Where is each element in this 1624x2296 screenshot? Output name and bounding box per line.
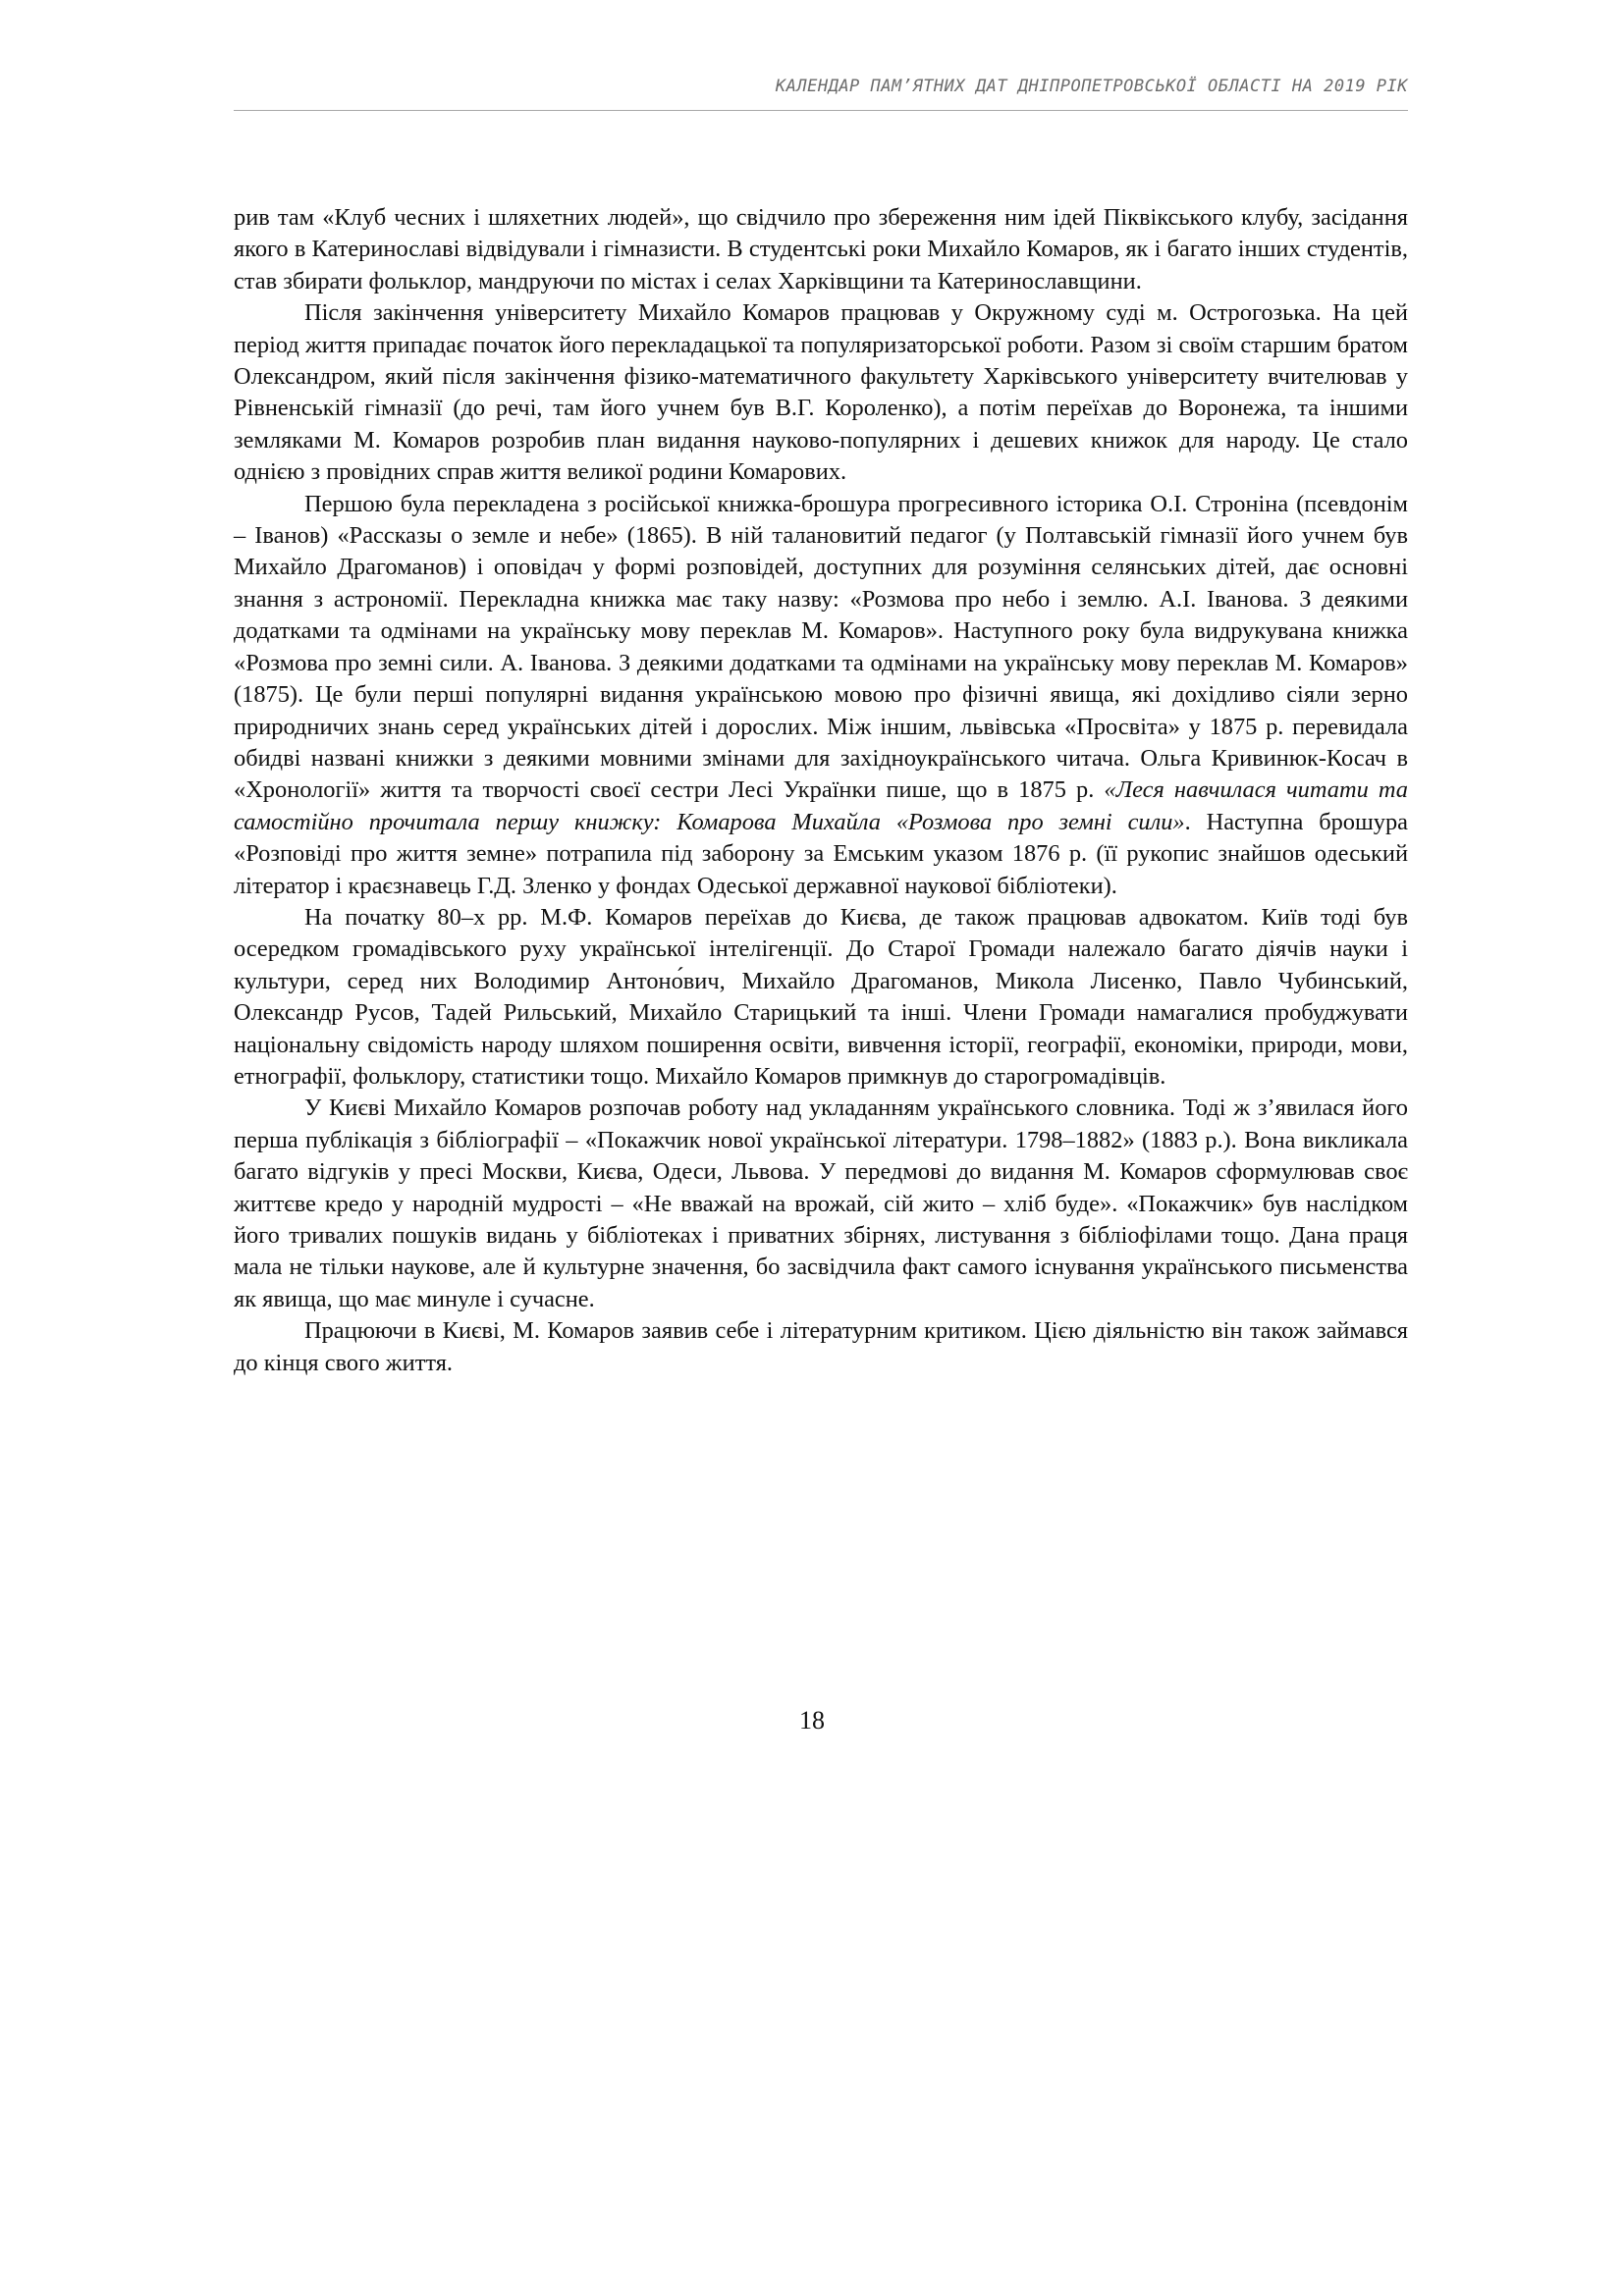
paragraph-2: Після закінчення університету Михайло Комаров працював у Окружному суді м. Острогозька. На цей період життя припадає початок його перекладацької та популяризаторської роботи. Разом зі своїм старшим братом Олександром, який після закінчення фізико-математичного факультету Харківського університету вчителював у Рівненській гімназії (до речі, там його учнем був В.Г. Короленко), а потім переїхав до Воронежа, та іншими земляками М. Комаров розробив план видання науково-популярних і дешевих книжок для народу. Це стало однією з провідних справ життя великої родини Комарових. bbox=[234, 299, 1408, 486]
paragraph-3-text-end: . Наступна брошура «Розповіді про життя земне» потрапила під заборону за Емським указом 1876 р. (її рукопис знайшов одеський літератор і краєзнавець Г.Д. Зленко у фондах Одеської державної наукової бібліотеки). bbox=[234, 808, 1408, 899]
header-divider bbox=[234, 110, 1408, 111]
body-text bbox=[234, 202, 1408, 1379]
paragraph-3 bbox=[234, 489, 1408, 902]
paragraph-3-italic-quote: «Леся навчилася читати та самостійно прочитала першу книжку: Комарова Михайла «Розмова про земні сили» bbox=[234, 776, 1408, 835]
running-header: КАЛЕНДАР ПАМ’ЯТНИХ ДАТ ДНІПРОПЕТРОВСЬКОЇ ОБЛАСТІ НА 2019 РІК bbox=[775, 77, 1408, 96]
paragraph-5: У Києві Михайло Комаров розпочав роботу над укладанням українського словника. Тоді ж з’явилася його перша публікація з бібліографії – «Покажчик нової української літератури. 1798–1882» (1883 р.). Вона викликала багато відгуків у пресі Москви, Києва, Одеси, Львова. У передмові до видання М. Комаров сформулював своє життєве кредо у народній мудрості – «Не вважай на врожай, сій жито – хліб буде». «Покажчик» був наслідком його тривалих пошуків видань у бібліотеках і приватних збірнях, листування з бібліофілами тощо. Дана праця мала не тільки наукове, але й культурне значення, бо засвідчила факт самого існування українського письменства як явища, що має минуле і сучасне. bbox=[234, 1095, 1408, 1312]
page-number: 18 bbox=[799, 1706, 825, 1735]
paragraph-6: Працюючи в Києві, М. Комаров заявив себе і літературним критиком. Цією діяльністю він також займався до кінця свого життя. bbox=[234, 1317, 1408, 1376]
paragraph-4: На початку 80–х рр. М.Ф. Комаров переїхав до Києва, де також працював адвокатом. Київ тоді був осередком громадівського руху української інтелігенції. До Старої Громади належало багато діячів науки і культури, серед них Володимир Антоно́вич, Михайло Драгоманов, Микола Лисенко, Павло Чубинський, Олександр Русов, Тадей Рильський, Михайло Старицький та інші. Члени Громади намагалися пробуджувати національну свідомість народу шляхом поширення освіти, вивчення історії, географії, економіки, природи, мови, етнографії, фольклору, статистики тощо. Михайло Комаров примкнув до старогромадівців. bbox=[234, 903, 1408, 1090]
paragraph-3-text-start: Першою була перекладена з російської книжка-брошура прогресивного історика О.І. Строніна (псевдонім – Іванов) «Рассказы о земле и небе» (1865). В ній талановитий педагог (у Полтавській гімназії його учнем був Михайло Драгоманов) і оповідач у формі розповідей, доступних для розуміння селянських дітей, дає основні знання з астрономії. Перекладна книжка має таку назву: «Розмова про небо і землю. А.І. Іванова. З деякими додатками та одмінами на українську мову переклав М. Комаров». Наступного року була видрукувана книжка «Розмова про земні сили. А. Іванова. З деякими додатками та одмінами на українську мову переклав М. Комаров» (1875). Це були перші популярні видання українською мовою про фізичні явища, які дохідливо сіяли зерно природничих знань серед українських дітей і дорослих. Між іншим, львівська «Просвіта» у 1875 р. перевидала обидві названі книжки з деякими мовними змінами для західноукраїнського читача. Ольга Кривинюк-Косач в «Хронології» життя та творчості своєї сестри Лесі Українки пише, що в 1875 р. bbox=[234, 490, 1408, 804]
paragraph-1: рив там «Клуб чесних і шляхетних людей», що свідчило про збереження ним ідей Піквікського клубу, засідання якого в Катеринославі відвідували і гімназисти. В студентські роки Михайло Комаров, як і багато інших студентів, став збирати фольклор, мандруючи по містах і селах Харківщини та Катеринославщини. bbox=[234, 204, 1408, 294]
